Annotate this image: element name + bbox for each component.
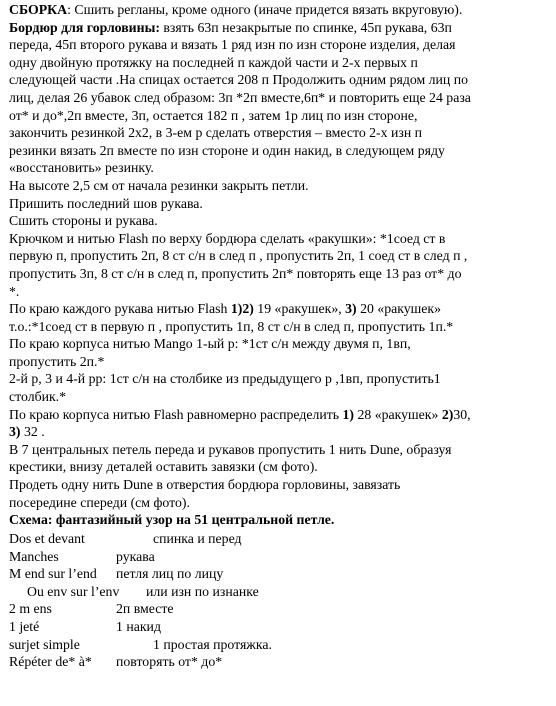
text-line [9,107,548,125]
text-line [9,159,548,177]
glossary-translation: повторять от* до* [116,654,223,670]
text-run: т.о.:*1соед ст в первую п , пропустить 1п, 8 ст с/н в след п, пропустить 1п.* [9,318,454,334]
bold-text: Схема: фантазийный узор на 51 центральной петле. [9,512,335,528]
text-run: По краю каждого рукава нитью Flash [9,301,231,317]
text-run: столбик.* [9,389,67,405]
bold-text: СБОРКА [9,2,68,17]
text-run: Крючком и нитью Flash по верху бордюра сделать «ракушки»: *1соед ст в [9,230,446,246]
text-run: В 7 центральных петель переда и рукавов пропустить 1 нить Dune, образуя [9,441,452,457]
glossary-term: surjet simple [9,636,80,652]
glossary-translation: 1 накид [116,619,161,634]
text-run: 32 . [20,424,45,440]
text-run: одну двойную протяжку на последней п каждой части и 2-х первых п [9,54,418,70]
glossary-translation: петля лиц по лицу [116,566,224,582]
text-run: По краю корпуса нитью Mango 1-ый р: *1ст с/н между двумя п, 1вп, [9,336,411,352]
glossary-translation: рукава [116,548,155,564]
text-line [9,230,548,248]
text-run: Сшить стороны и рукава. [9,213,158,229]
text-line [9,441,548,459]
text-run: посередине спереди (см фото). [9,494,190,510]
text-line [9,36,548,54]
glossary-term: Ou env sur l’env [27,583,120,599]
text-line [9,89,548,107]
text-run: крестики, внизу деталей оставить завязки (см фото). [9,459,318,475]
assembly-instructions [9,1,548,529]
text-run: По краю корпуса нитью Flash равномерно распределить [9,406,343,422]
text-run: На высоте 2,5 см от начала резинки закрыть петли. [9,177,309,193]
text-line [9,300,548,318]
bold-text: 3) [345,301,357,317]
glossary-term: Manches [9,548,59,564]
text-run: закончить резинкой 2х2, в 3-ем р сделать отверстия – вместо 2-х изн п [9,125,423,141]
text-line [9,494,548,512]
glossary-term: Dos et devant [9,531,85,546]
text-run: Пришить последний шов рукава. [9,195,203,211]
text-line [9,1,548,19]
text-run: «восстановить» резинку. [9,160,154,176]
glossary-term: M end sur l’end [9,566,97,582]
text-line [9,177,548,195]
text-line [9,511,548,529]
glossary-translation: или изн по изнанке [146,583,259,599]
glossary-translation: 2п вместе [116,601,174,617]
text-line [9,195,548,213]
bold-text: Бордюр для горловины: [9,19,160,35]
glossary-translation: спинка и перед [153,531,242,546]
text-line [9,124,548,142]
text-run: 2-й р, 3 и 4-й рр: 1ст с/н на столбике из предыдущего р ,1вп, пропустить1 [9,371,441,387]
text-run: 19 «ракушек», [253,301,346,317]
text-line [9,370,548,388]
text-line [9,388,548,406]
text-run: лиц, делая 26 убавок след образом: 3п *2п вместе,6п* и повторить еще 24 раза [9,89,471,105]
text-line [9,265,548,283]
bold-text: 1) [342,406,355,422]
text-run: 28 «ракушек» [354,406,442,422]
bold-text: 3) [9,424,21,440]
text-line [9,247,548,265]
text-run: первую п, пропустить 2п, 8 ст с/н в след п , пропустить 2п, 1 соед ст в след п , [9,248,468,264]
text-run: следующей части .На спицах остается 208 п Продолжить одним рядом лиц по [9,72,469,88]
text-line [9,423,548,441]
text-line [9,476,548,494]
text-run: : Сшить регланы, кроме одного (иначе придется вязать вкруговую). [67,2,463,17]
text-line [9,318,548,336]
text-line [9,458,548,476]
text-run: пропустить 3п, 8 ст с/н в след п, пропустить 2п* повторять еще 13 раз от* до [9,265,462,281]
text-line [9,406,548,424]
text-line [9,54,548,72]
glossary-term: Répéter de* à* [9,654,92,670]
text-line [9,335,548,353]
text-line [9,71,548,89]
glossary-translation: 1 простая протяжка. [153,636,272,652]
text-run: Продеть одну нить Dune в отверстия бордюра горловины, завязать [9,477,401,493]
text-run: 20 «ракушек» [356,301,442,317]
glossary-term: 2 m ens [9,601,52,617]
text-run: взять 63п незакрытые по спинке, 45п рукава, 63п [159,19,452,35]
bold-text: 1)2) [230,301,254,317]
text-run: пропустить 2п.* [9,353,105,369]
text-run: 30, [453,406,471,422]
bold-text: 2) [441,406,454,422]
text-run: *. [9,283,20,299]
text-line [9,212,548,230]
text-line [9,283,548,301]
text-run: от* и до*,2п вместе, 3п, остается 182 п , затем 1р лиц по изн стороне, [9,107,418,123]
text-line [9,19,548,37]
text-line [9,142,548,160]
text-run: переда, 45п второго рукава и вязать 1 ряд изн по изн стороне изделия, делая [9,37,456,53]
glossary-term: 1 jeté [9,619,40,634]
text-run: резинки вязать 2п вместе по изн стороне и один накид, в следующем ряду [9,142,445,158]
text-line [9,353,548,371]
